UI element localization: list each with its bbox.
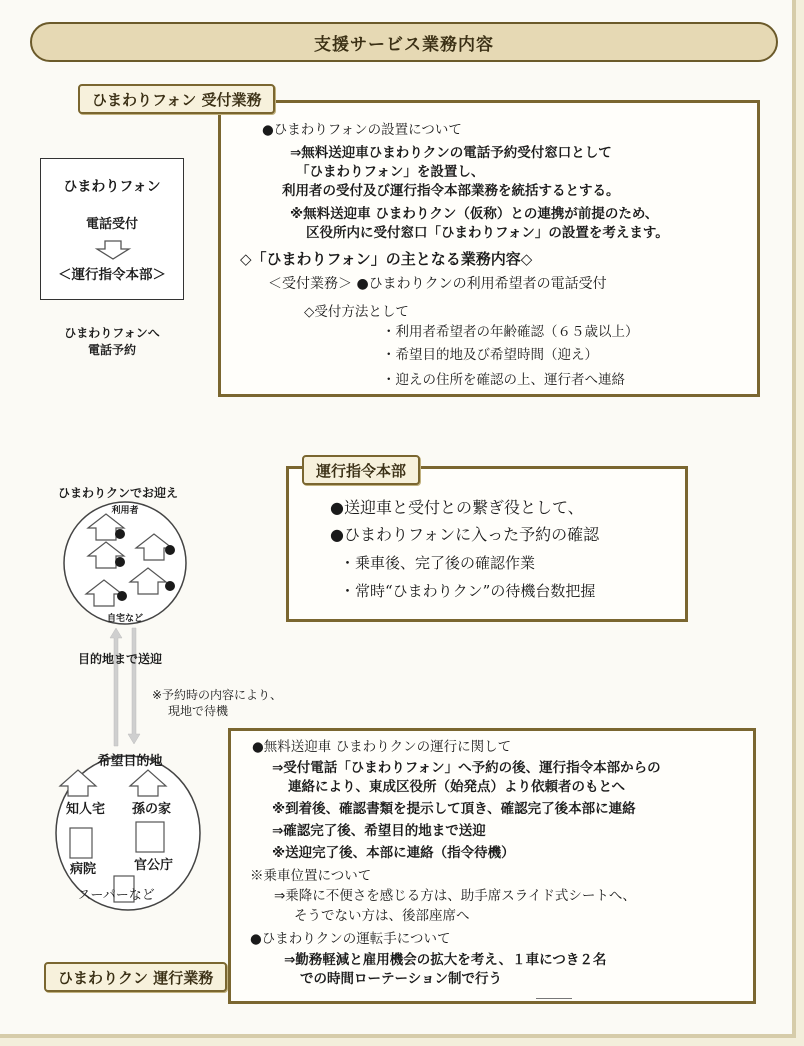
reception-line-8: ＜受付業務＞ ●ひまわりクンの利用希望者の電話受付: [268, 276, 607, 292]
reception-tag: ひまわりフォン 受付業務: [78, 84, 275, 114]
to-destination-label: 目的地まで送迎: [78, 652, 163, 666]
phone-diagram: [40, 158, 184, 300]
operation-line-5: ⇒確認完了後、希望目的地まで送迎: [272, 823, 486, 839]
page-title: 支援サービス業務内容: [30, 22, 778, 62]
operation-tag: ひまわりクン 運行業務: [44, 962, 227, 992]
operation-line-9: そうでない方は、後部座席へ: [294, 908, 470, 924]
phone-caption-2: 電話予約: [87, 343, 136, 357]
hq-line-1: ●送迎車と受付との繋ぎ役として、: [330, 498, 584, 517]
reception-line-6: 区役所内に受付窓口「ひまわりフォン」の設置を考えます。: [306, 225, 669, 241]
down-arrow-icon: [93, 239, 133, 261]
phone-sub: 電話受付: [85, 217, 138, 232]
wait-note-1: ※予約時の内容により、: [152, 688, 283, 702]
pickup-users-label: 利用者: [111, 506, 139, 516]
reception-line-7: ◇「ひまわりフォン」の主となる業務内容◇: [240, 250, 533, 268]
hq-line-4: ・常時“ひまわりクン”の待機台数把握: [340, 582, 596, 600]
operation-line-1: ●無料送迎車 ひまわりクンの運行に関して: [252, 739, 512, 755]
hq-tag: 運行指令本部: [302, 455, 420, 485]
dest-office: 官公庁: [134, 858, 174, 873]
hq-line-3: ・乗車後、完了後の確認作業: [340, 554, 536, 572]
reception-line-12: ・迎えの住所を確認の上、運行者へ連絡: [382, 372, 625, 388]
operation-line-6: ※送迎完了後、本部に連絡（指令待機）: [272, 845, 515, 861]
phone-caption-1: ひまわりフォンへ: [64, 326, 160, 340]
operation-line-12: での時間ローテーション制で行う: [300, 971, 502, 987]
operation-line-7: ※乗車位置について: [250, 868, 372, 884]
reception-line-3: 「ひまわりフォン」を設置し、: [296, 164, 485, 180]
operation-line-3: 連絡により、東成区役所（始発点）より依頼者のもとへ: [288, 779, 625, 795]
pickup-circle-diagram: [60, 498, 190, 628]
wait-note-2: 現地で待機: [168, 704, 229, 718]
dest-grandchild: 孫の家: [132, 802, 172, 817]
reception-line-11: ・希望目的地及び希望時間（迎え）: [382, 347, 598, 363]
pickup-title: ひまわりクンでお迎え: [57, 486, 178, 500]
operation-line-2: ⇒受付電話「ひまわりフォン」へ予約の後、運行指令本部からの: [272, 760, 661, 776]
reception-line-2: ⇒無料送迎車ひまわりクンの電話予約受付窓口として: [290, 145, 612, 161]
reception-line-1: ●ひまわりフォンの設置について: [262, 122, 462, 138]
dest-acquaintance: 知人宅: [66, 802, 106, 817]
hq-line-2: ●ひまわりフォンに入った予約の確認: [330, 525, 600, 544]
reception-line-4: 利用者の受付及び運行指令本部業務を統括するとする。: [282, 183, 620, 199]
dest-supermarket: スーパーなど: [78, 888, 155, 903]
phone-name: ひまわりフォン: [63, 179, 161, 195]
phone-hq: ＜運行指令本部＞: [58, 267, 166, 283]
round-trip-arrows-icon: [104, 626, 144, 748]
dest-hospital: 病院: [70, 862, 97, 877]
operation-line-8: ⇒乗降に不便さを感じる方は、助手席スライド式シートへ、: [274, 888, 636, 904]
operation-line-10: ●ひまわりクンの運転手について: [250, 931, 451, 947]
pickup-home-label: 自宅など: [106, 614, 143, 624]
reception-line-10: ・利用者希望者の年齢確認（６５歳以上）: [382, 324, 639, 340]
operation-line-11: ⇒勤務軽減と雇用機会の拡大を考え、１車につき２名: [284, 952, 607, 968]
operation-line-4: ※到着後、確認書類を提示して頂き、確認完了後本部に連絡: [272, 801, 636, 817]
operation-divider: [536, 998, 572, 999]
reception-line-5: ※無料送迎車 ひまわりクン（仮称）との連携が前提のため、: [290, 206, 659, 222]
destination-title: 希望目的地: [97, 754, 163, 769]
reception-line-9: ◇受付方法として: [304, 304, 409, 320]
